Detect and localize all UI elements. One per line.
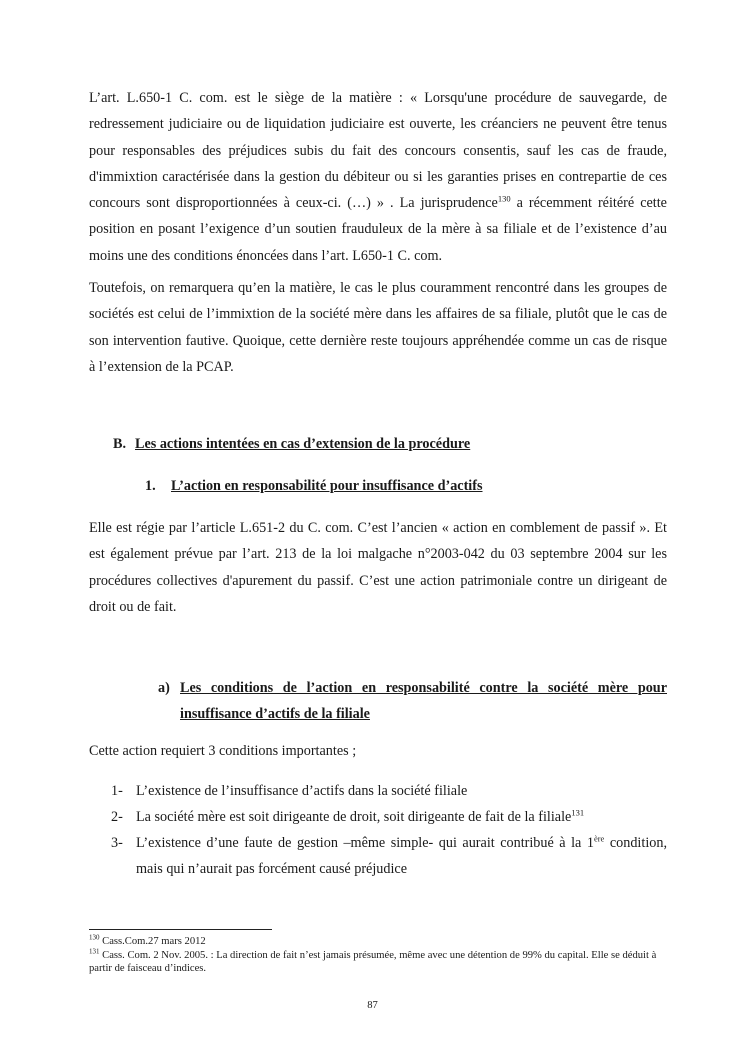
footnote-131 [89,949,667,976]
paragraph-toutefois: Toutefois, on remarquera qu’en la matière, le cas le plus couramment rencontré dans les groupes de sociétés est celui de l’immixtion de la société mère dans les affaires de sa filiale, plutôt que le cas de son intervention fautive. Quoique, cette dernière reste toujours appréhendée comme un cas de risque à l’extension de la PCAP. [89,280,667,375]
footnote-number: 130 [89,933,100,942]
list-text: condition, mais qui n’aurait pas forcément causé préjudice [136,835,667,877]
paragraph-art-l650-1 [89,85,667,269]
list-number: 3- [111,835,123,851]
paragraph-requiert: Cette action requiert 3 conditions importantes ; [89,743,357,759]
ordinal-superscript: ère [593,833,605,844]
subsection-title: L’action en responsabilité pour insuffisance d’actifs [171,478,483,494]
conditions-intro [89,738,667,764]
subsection-heading-a [158,675,667,727]
body-text [89,85,667,380]
subsection-marker: 1. [145,478,156,494]
footnote-number: 131 [89,947,100,956]
footnote-130 [89,935,667,949]
subsection-heading-1 [145,473,483,499]
section-body [89,515,667,620]
section-title: Les actions intentées en cas d’extension de la procédure [135,436,471,452]
list-number: 1- [111,783,123,799]
list-text: L’existence d’une faute de gestion –même simple- qui aurait contribué à la 1 [136,835,594,851]
footnote-text: Cass.Com.27 mars 2012 [99,936,206,947]
paragraph-text: a récemment réitéré cette position en posant l’exigence d’un soutien frauduleux de la mère à sa filiale et de l’existence d’au moins une des conditions énoncées dans l’art. L650-1 C. com. [89,195,667,264]
list-item [111,804,667,830]
list-text: La société mère est soit dirigeante de droit, soit dirigeante de fait de la filiale [136,809,572,825]
footnote-ref-130: 130 [497,193,511,204]
paragraph-regie: Elle est régie par l’article L.651-2 du C. com. C’est l’ancien « action en comblement de passif ». Et est également prévue par l’art. 213 de la loi malgache n°2003-042 du 03 septembre 2004 sur les procédures collectives d'apurement du passif. C’est une action patrimoniale contre un dirigeant de droit ou de fait. [89,520,667,615]
footnote-ref-131: 131 [571,807,585,818]
conditions-list [111,778,667,882]
paragraph-text: L’art. L.650-1 C. com. est le siège de la matière : « Lorsqu'une procédure de sauvegarde, de redressement judiciaire ou de liquidation judiciaire est ouverte, les créanciers ne peuvent être tenus pour responsables des préjudices subis du fait des concours consentis, sauf les cas de fraude, d'immixtion caractérisée dans la gestion du débiteur ou si les garanties prises en contrepartie de ces concours sont disproportionnées à ceux-ci. (…) » . La jurisprudence [89,90,667,212]
page-number: 87 [367,1000,378,1011]
list-item [111,830,667,882]
footnote-text: Cass. Com. 2 Nov. 2005. : La direction de fait n’est jamais présumée, même avec une détention de 99% du capital. Elle se déduit à partir de faisceau d’indices. [89,949,657,975]
footnote-divider [89,929,272,930]
list-number: 2- [111,809,123,825]
list-item [111,778,667,804]
section-marker: B. [113,436,127,452]
subsection-title: Les conditions de l’action en responsabilité contre la société mère pour insuffisance d’actifs de la filiale [180,680,667,722]
section-heading-b [113,431,470,457]
list-text: L’existence de l’insuffisance d’actifs dans la société filiale [136,783,468,799]
footnotes [89,935,667,976]
subsection-marker: a) [158,680,170,696]
